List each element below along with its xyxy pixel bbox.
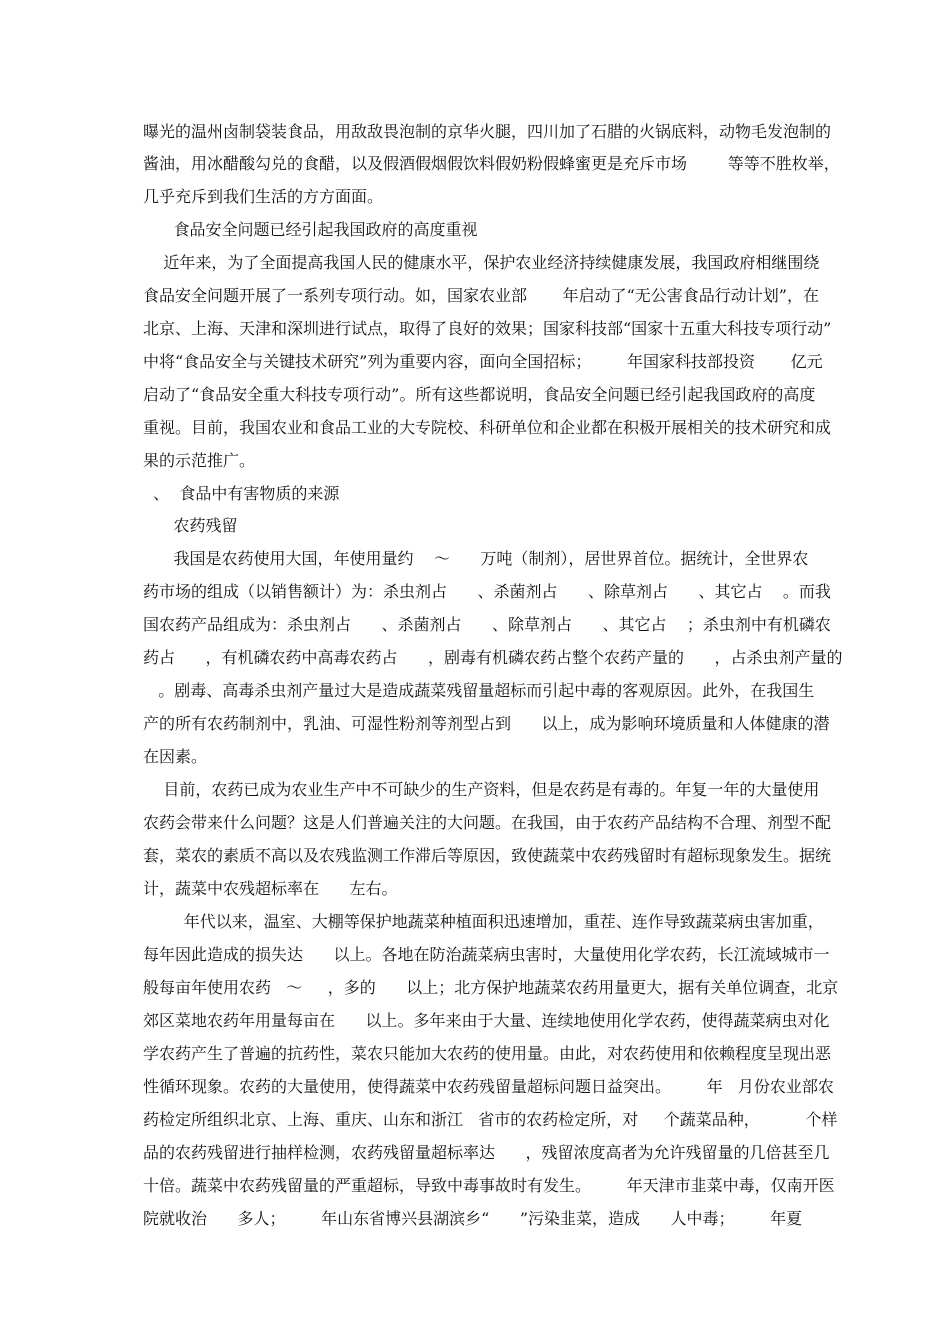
text-line: 。剧毒、高毒杀虫剂产量过大是造成蔬菜残留量超标而引起中毒的客观原因。此外，在我国生: [143, 681, 815, 700]
text-line: 启动了“食品安全重大科技专项行动”。所有这些都说明，食品安全问题已经引起我国政府的高度: [143, 385, 816, 404]
text-line: 产的所有农药制剂中，乳油、可湿性粉剂等剂型占到 以上，成为影响环境质量和人体健康的潜: [143, 714, 830, 733]
text-line: 郊区菜地农药年用量每亩在 以上。多年来由于大量、连续地使用化学农药，使得蔬菜病虫对化: [143, 1011, 830, 1030]
text-line: 般每亩年使用农药 ～ ，多的 以上；北方保护地蔬菜农药用量更大，据有关单位调查，北京: [143, 978, 839, 997]
text-line: 农药会带来什么问题？这是人们普遍关注的大问题。在我国，由于农药产品结构不合理、剂型不配: [143, 813, 832, 832]
text-line: 药市场的组成（以销售额计）为：杀虫剂占 、杀菌剂占 、除草剂占 、其它占 。而我: [143, 582, 831, 601]
text-line: 国农药产品组成为：杀虫剂占 、杀菌剂占 、除草剂占 、其它占 ；杀虫剂中有机磷农: [143, 615, 831, 634]
text-line: 十倍。蔬菜中农药残留量的严重超标，导致中毒事故时有发生。 年天津市韭菜中毒，仅南开医: [143, 1176, 835, 1195]
text-line: 果的示范推广。: [143, 451, 256, 470]
text-line: 北京、上海、天津和深圳进行试点，取得了良好的效果；国家科技部“国家十五重大科技专项行动”: [143, 319, 832, 338]
text-line: 酱油，用冰醋酸勾兑的食醋，以及假酒假烟假饮料假奶粉假蜂蜜更是充斥市场 等等不胜枚举，: [143, 154, 840, 173]
text-line: 几乎充斥到我们生活的方方面面。: [143, 187, 384, 206]
text-line: 重视。目前，我国农业和食品工业的大专院校、科研单位和企业都在积极开展相关的技术研究和成: [143, 418, 832, 437]
text-line: 药检定所组织北京、上海、重庆、山东和浙江 省市的农药检定所，对 个蔬菜品种， 个样: [143, 1110, 838, 1129]
text-line: 学农药产生了普遍的抗药性，菜农只能加大农药的使用量。由此，对农药使用和依赖程度呈现出恶: [143, 1044, 832, 1063]
text-line: 计，蔬菜中农残超标率在 左右。: [143, 879, 398, 898]
text-line: 中将“食品安全与关键技术研究”列为重要内容，面向全国招标； 年国家科技部投资 亿元: [143, 352, 823, 371]
section-heading: 食品安全问题已经引起我国政府的高度重视: [143, 220, 478, 239]
text-line: 套，菜农的素质不高以及农残监测工作滞后等原因，致使蔬菜中农药残留时有超标现象发生。据统: [143, 846, 832, 865]
text-line: 曝光的温州卤制袋装食品，用敌敌畏泡制的京华火腿，四川加了石腊的火锅底料，动物毛发泡制的: [143, 122, 832, 141]
text-line: 年代以来，温室、大棚等保护地蔬菜种植面积迅速增加，重茬、连作导致蔬菜病虫害加重，: [143, 912, 824, 931]
text-line: 我国是农药使用大国，年使用量约 ～ 万吨（制剂），居世界首位。据统计，全世界农: [143, 549, 809, 568]
text-line: 食品安全问题开展了一系列专项行动。如，国家农业部 年启动了“无公害食品行动计划”，在: [143, 286, 819, 305]
text-line: 在因素。: [143, 747, 208, 766]
subsection-heading: 农药残留: [143, 516, 238, 535]
text-line: 每年因此造成的损失达 以上。各地在防治蔬菜病虫害时，大量使用化学农药，长江流域城市一: [143, 945, 830, 964]
section-heading: 、 食品中有害物质的来源: [143, 484, 340, 503]
text-line: 目前，农药已成为农业生产中不可缺少的生产资料，但是农药是有毒的。年复一年的大量使用: [143, 780, 820, 799]
text-line: 院就收治 多人； 年山东省博兴县湖滨乡“ ”污染韭菜，造成 人中毒； 年夏: [143, 1209, 803, 1228]
text-line: 药占 ，有机磷农药中高毒农药占 ，剧毒有机磷农药占整个农药产量的 ，占杀虫剂产量的: [143, 648, 843, 667]
text-line: 性循环现象。农药的大量使用，使得蔬菜中农药残留量超标问题日益突出。 年 月份农业部农: [143, 1077, 834, 1096]
text-line: 近年来，为了全面提高我国人民的健康水平，保护农业经济持续健康发展，我国政府相继围绕: [143, 253, 820, 272]
text-line: 品的农药残留进行抽样检测，农药残留量超标率达 ，残留浓度高者为允许残留量的几倍甚至几: [143, 1143, 830, 1162]
